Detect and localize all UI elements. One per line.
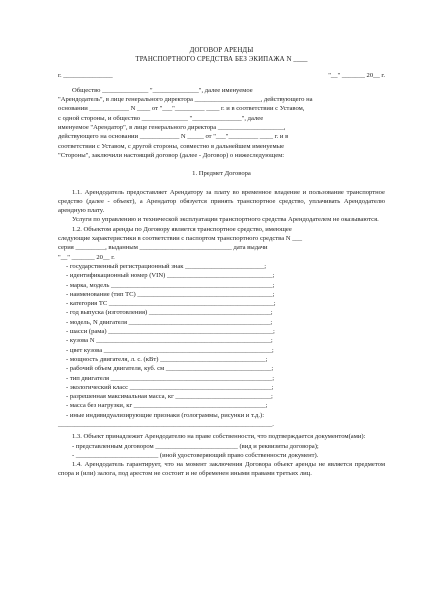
list-item: - марка, модель _________________________________________________; bbox=[66, 281, 275, 289]
list-item: - государственный регистрационный знак ________________________; bbox=[66, 262, 267, 270]
list-item: - год выпуска (изготовления) _____________________________________; bbox=[66, 309, 273, 317]
list-item: - рабочий объем двигателя, куб. см ________________________________; bbox=[66, 365, 274, 373]
clause-services: Услуги по управлению и технической эксплуатации транспортного средства Арендодателем не оказываются. bbox=[72, 216, 379, 224]
intro-line: "Стороны", заключили настоящий договор (далее - Договор) о нижеследующем: bbox=[58, 151, 285, 159]
contract-title bbox=[58, 46, 385, 65]
clause-1-3-item: - _________________________ (иной удостоверяющий право собственности документ). bbox=[72, 451, 319, 459]
list-item: - шасси (рама) __________________________________________________; bbox=[66, 328, 275, 336]
clause-1-3: 1.3. Объект принадлежит Арендодателю на праве собственности, что подтверждается документом(ами): bbox=[72, 433, 366, 441]
characteristics-list bbox=[58, 262, 385, 429]
list-item: - категория ТС __________________________________________________; bbox=[66, 300, 276, 308]
clause-1-2-line: серия _________, выданным ____________________________ дата выдачи bbox=[58, 244, 268, 252]
title-line-1: ДОГОВОР АРЕНДЫ bbox=[189, 47, 254, 54]
list-item: - иные индивидуализирующие признаки (голограммы, рисунки и т.д.): bbox=[66, 411, 265, 419]
list-item: - наименование (тип ТС) _________________________________________; bbox=[66, 290, 275, 298]
intro-line: соответствии с Уставом, с другой стороны, совместно в дальнейшем именуемые bbox=[58, 142, 284, 150]
list-item: - тип двигателя _________________________________________________; bbox=[66, 374, 275, 382]
list-item: _________________________________________________________________. bbox=[58, 420, 274, 428]
section-heading-1: 1. Предмет Договора bbox=[192, 170, 251, 178]
list-item: - модель, N двигателя ___________________________________________; bbox=[66, 318, 273, 326]
intro-line: действующего на основании ____________ N _____ от "___"_________ ____ г. и в bbox=[58, 133, 289, 141]
list-item: - экологический класс ___________________________________________; bbox=[66, 383, 274, 391]
intro-line: с одной стороны, и общество ______________ "_______________", далее bbox=[58, 114, 264, 122]
list-item: - кузова N _____________________________________________________; bbox=[66, 337, 273, 345]
clause-1-1: 1.1. Арендодатель предоставляет Арендатору за плату во временное владение и пользование транспортное средство (далее - объект), а Арендатор обязуется принять транспортное средство, уплачивать Арендодателю арендную плату. bbox=[58, 188, 385, 215]
intro-paragraph bbox=[58, 86, 385, 160]
clause-1-3-item: - представленным договором _________________________ (вид и реквизиты договора); bbox=[72, 442, 319, 450]
clause-1-2 bbox=[58, 225, 385, 262]
title-line-2: ТРАНСПОРТНОГО СРЕДСТВА БЕЗ ЭКИПАЖА N ____ bbox=[135, 56, 308, 64]
date-field: "__" _______ 20__ г. bbox=[328, 71, 385, 79]
intro-line: Общество ______________ "______________", далее именуемое bbox=[72, 86, 253, 94]
clause-1-2-line: "__" _______ 20__ г. bbox=[58, 253, 115, 261]
list-item: - масса без нагрузки, кг ________________________________________; bbox=[66, 402, 268, 410]
list-item: - цвет кузова ___________________________________________________; bbox=[66, 346, 274, 354]
clause-1-4: 1.4. Арендодатель гарантирует, что на момент заключения Договора объект аренды не является предметом спора и (или) залога, под арестом не состоит и не обременен иными правами третьих лиц. bbox=[58, 461, 385, 478]
list-item: - идентификационный номер (VIN) ________________________________; bbox=[66, 272, 275, 280]
place-field: г. _______________ bbox=[58, 71, 113, 79]
list-item: - разрешенная максимальная масса, кг _____________________________; bbox=[66, 393, 273, 401]
clause-1-2-line: следующие характеристики в соответствии с паспортом транспортного средства N ___ bbox=[58, 235, 303, 243]
intro-line: именуемое "Арендатор", в лице генерального директора ____________________, bbox=[58, 124, 286, 132]
intro-line: "Арендодатель", в лице генерального директора ____________________, действующего на bbox=[58, 96, 313, 104]
clause-1-2-line: 1.2. Объектом аренды по Договору является транспортное средство, имеющее bbox=[72, 225, 292, 233]
place-date-row bbox=[58, 71, 385, 80]
list-item: - мощность двигателя, л. с. (кВт) ________________________________; bbox=[66, 355, 268, 363]
intro-line: основании ____________ N ____ от "___"_________ ____ г. и в соответствии с Уставом, bbox=[58, 105, 305, 113]
